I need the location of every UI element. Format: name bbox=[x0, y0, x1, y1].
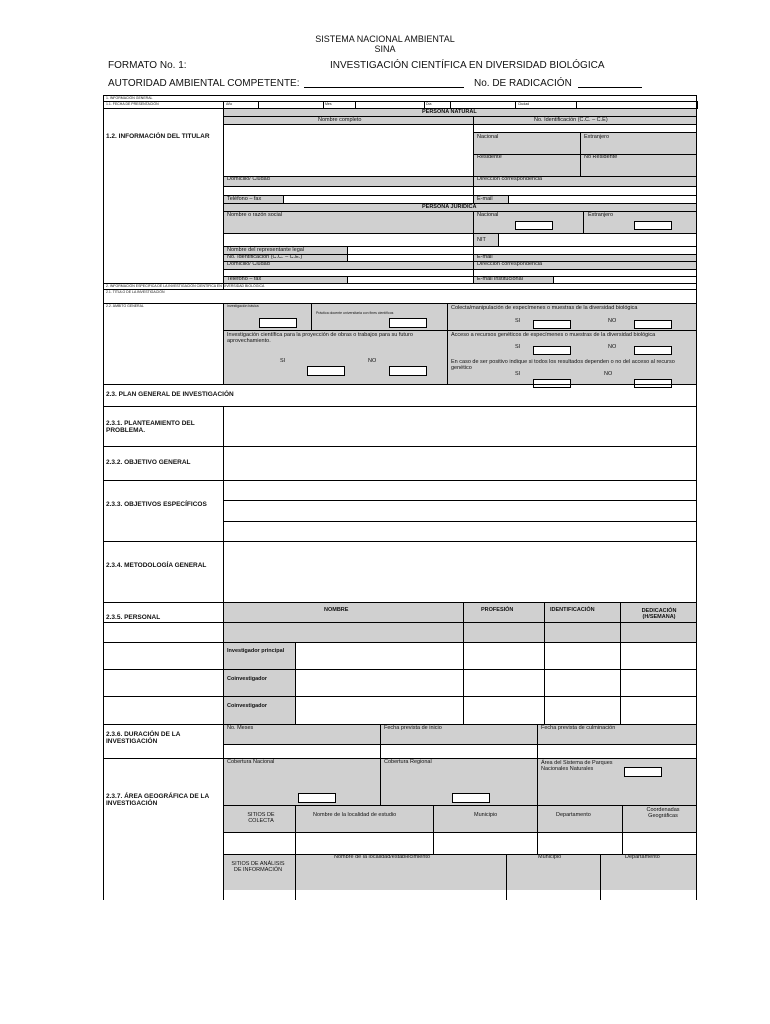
radicacion-field[interactable] bbox=[578, 87, 642, 88]
residente-label: Residente bbox=[477, 154, 502, 160]
juridica-telefono-label: Teléfono – fax bbox=[227, 276, 262, 282]
localidad-establecimiento-label: Nombre de la localidad/establecimiento bbox=[334, 854, 430, 860]
personal-label: 2.3.5. PERSONAL bbox=[106, 614, 161, 621]
duracion-label: 2.3.6. DURACIÓN DE LA INVESTIGACIÓN bbox=[106, 731, 181, 746]
juridica-direccion-label: Dirección correspondencia bbox=[477, 261, 543, 267]
colecta-si-checkbox[interactable] bbox=[533, 320, 571, 329]
objetivos-especificos-label: 2.3.3. OBJETIVOS ESPECÍFICOS bbox=[106, 501, 207, 508]
juridica-email-label: E-mail bbox=[477, 254, 493, 260]
proyeccion-no-checkbox[interactable] bbox=[389, 366, 427, 376]
document-title: INVESTIGACIÓN CIENTÍFICA EN DIVERSIDAD BIOLÓGICA bbox=[330, 60, 605, 71]
titular-label: 1.2. INFORMACIÓN DEL TITULAR bbox=[106, 133, 210, 140]
acceso-no-label: NO bbox=[608, 344, 617, 350]
col-dedicacion: DEDICACIÓN (H/SEMANA) bbox=[641, 608, 677, 621]
acceso-no-checkbox[interactable] bbox=[634, 346, 672, 355]
meses-label: No. Meses bbox=[227, 725, 254, 731]
proyeccion-si-label: SI bbox=[280, 358, 286, 364]
col-identificacion: IDENTIFICACIÓN bbox=[550, 607, 595, 613]
area-geografica-label: 2.3.7. ÁREA GEOGRÁFICA DE LA INVESTIGACIÓN bbox=[106, 793, 209, 808]
juridica-extranjero-label: Extranjero bbox=[588, 212, 614, 218]
persona-natural-heading: PERSONA NATURAL bbox=[422, 109, 477, 115]
system-title: SISTEMA NACIONAL AMBIENTAL bbox=[315, 34, 455, 44]
persona-juridica-heading: PERSONA JURÍDICA bbox=[422, 204, 477, 210]
anio-label: Año bbox=[226, 102, 233, 106]
investigacion-proyeccion-label: Investigación científica para la proyección de obras o trabajos para su futuro aprovechamiento. bbox=[227, 332, 413, 345]
colecta-departamento-label: Departamento bbox=[556, 812, 591, 818]
ambito-label: 2.2. ÁMBITO GENERAL bbox=[106, 304, 144, 308]
coordenadas-label: Coordenadas Geográficas bbox=[646, 807, 680, 820]
autoridad-field[interactable] bbox=[304, 87, 464, 88]
planteamiento-label: 2.3.1. PLANTEAMIENTO DEL PROBLEMA. bbox=[106, 420, 195, 435]
razon-social-label: Nombre o razón social bbox=[227, 212, 283, 218]
extranjero-label: Extranjero bbox=[584, 134, 610, 140]
no-residente-label: No Residente bbox=[584, 154, 618, 160]
section2-title: 2. INFORMACIÓN ESPECÍFICA DE LA INVESTIGACIÓN CIENTÍFICA EN DIVERSIDAD BIOLÓGICA bbox=[106, 284, 265, 288]
colecta-no-label: NO bbox=[608, 318, 617, 324]
acceso-si-checkbox[interactable] bbox=[533, 346, 571, 355]
role-coinvestigador-2: Coinvestigador bbox=[227, 703, 268, 709]
proyeccion-no-label: NO bbox=[368, 358, 377, 364]
nit-label: NIT bbox=[477, 237, 486, 243]
parques-checkbox[interactable] bbox=[624, 767, 662, 777]
domicilio-label: Domicilio/ Ciudad bbox=[227, 176, 270, 182]
localidad-estudio-label: Nombre de la localidad de estudio bbox=[313, 812, 397, 818]
colecta-label: Colecta/manipulación de especímenes o muestras de la diversidad biológica bbox=[451, 305, 638, 311]
sitios-analisis-label: SITIOS DE ANÁLISIS DE INFORMACIÓN bbox=[231, 861, 285, 874]
juridica-identificacion-label: No. Identificación (C.C. – C.E.) bbox=[227, 254, 303, 260]
identificacion-label: No. Identificación (C.C. – C.E) bbox=[534, 117, 608, 123]
cobertura-regional-label: Cobertura Regional bbox=[384, 759, 432, 765]
acceso-label: Acceso a recursos genéticos de especímenes o muestras de la diversidad biológica bbox=[451, 332, 656, 338]
ciudad-label: Ciudad bbox=[518, 102, 530, 106]
col-nombre: NOMBRE bbox=[324, 607, 349, 613]
col-profesion: PROFESIÓN bbox=[481, 607, 514, 613]
formato-label: FORMATO No. 1: bbox=[108, 60, 187, 71]
analisis-municipio-label: Municipio bbox=[538, 854, 562, 860]
telefono-label: Teléfono – fax bbox=[227, 196, 262, 202]
email-label: E-mail bbox=[477, 196, 493, 202]
nombre-completo-label: Nombre completo bbox=[318, 117, 362, 123]
autoridad-label: AUTORIDAD AMBIENTAL COMPETENTE: bbox=[108, 78, 300, 89]
role-investigador-principal: Investigador principal bbox=[227, 648, 285, 654]
juridica-domicilio-label: Domicilio/ Ciudad bbox=[227, 261, 270, 267]
representante-label: Nombre del representante legal bbox=[227, 247, 305, 253]
caso-no-label: NO bbox=[604, 371, 613, 377]
cobertura-regional-checkbox[interactable] bbox=[452, 793, 490, 803]
nacional-label: Nacional bbox=[477, 134, 499, 140]
fecha-label: 1.1. FECHA DE PRESENTACIÓN bbox=[106, 102, 159, 106]
system-subtitle: SINA bbox=[374, 44, 396, 54]
colecta-si-label: SI bbox=[515, 318, 521, 324]
juridica-nacional-label: Nacional bbox=[477, 212, 499, 218]
caso-positivo-label: En caso de ser positivo indique si todos los resultados dependen o no del acceso al recurso genético bbox=[451, 359, 675, 372]
juridica-extranjero-checkbox[interactable] bbox=[634, 221, 672, 230]
role-coinvestigador-1: Coinvestigador bbox=[227, 676, 268, 682]
plan-title: 2.3. PLAN GENERAL DE INVESTIGACIÓN bbox=[106, 391, 234, 398]
metodologia-label: 2.3.4. METODOLOGÍA GENERAL bbox=[106, 562, 207, 569]
analisis-departamento-label: Departamento bbox=[625, 854, 660, 860]
parques-label: Área del Sistema de Parques Nacionales Naturales bbox=[541, 760, 613, 773]
juridica-nacional-checkbox[interactable] bbox=[515, 221, 553, 230]
fecha-culminacion-label: Fecha prevista de culminación bbox=[541, 725, 616, 731]
cobertura-nacional-label: Cobertura Nacional bbox=[227, 759, 275, 765]
investigacion-basica-checkbox[interactable] bbox=[259, 318, 297, 328]
objetivo-general-label: 2.3.2. OBJETIVO GENERAL bbox=[106, 459, 191, 466]
colecta-no-checkbox[interactable] bbox=[634, 320, 672, 329]
dia-label: Día bbox=[426, 102, 432, 106]
caso-si-label: SI bbox=[515, 371, 521, 377]
fecha-inicio-label: Fecha prevista de inicio bbox=[384, 725, 442, 731]
email-institucional-label: E-mail institucional bbox=[477, 276, 523, 282]
acceso-si-label: SI bbox=[515, 344, 521, 350]
mes-label: Mes bbox=[325, 102, 332, 106]
practica-docente-label: Práctica docente universitaria con fines científicos bbox=[316, 311, 394, 315]
section1-title: 1. INFORMACIÓN GENERAL bbox=[106, 96, 153, 100]
radicacion-label: No. DE RADICACIÓN bbox=[474, 78, 572, 89]
colecta-municipio-label: Municipio bbox=[474, 812, 498, 818]
cobertura-nacional-checkbox[interactable] bbox=[298, 793, 336, 803]
practica-docente-checkbox[interactable] bbox=[389, 318, 427, 328]
proyeccion-si-checkbox[interactable] bbox=[307, 366, 345, 376]
sitios-colecta-label: SITIOS DE COLECTA bbox=[247, 812, 275, 825]
investigacion-basica-label: Investigación básica bbox=[227, 304, 259, 308]
direccion-label: Dirección correspondencia bbox=[477, 176, 543, 182]
titulo-label: 2.1. TÍTULO DE LA INVESTIGACIÓN bbox=[106, 290, 165, 294]
